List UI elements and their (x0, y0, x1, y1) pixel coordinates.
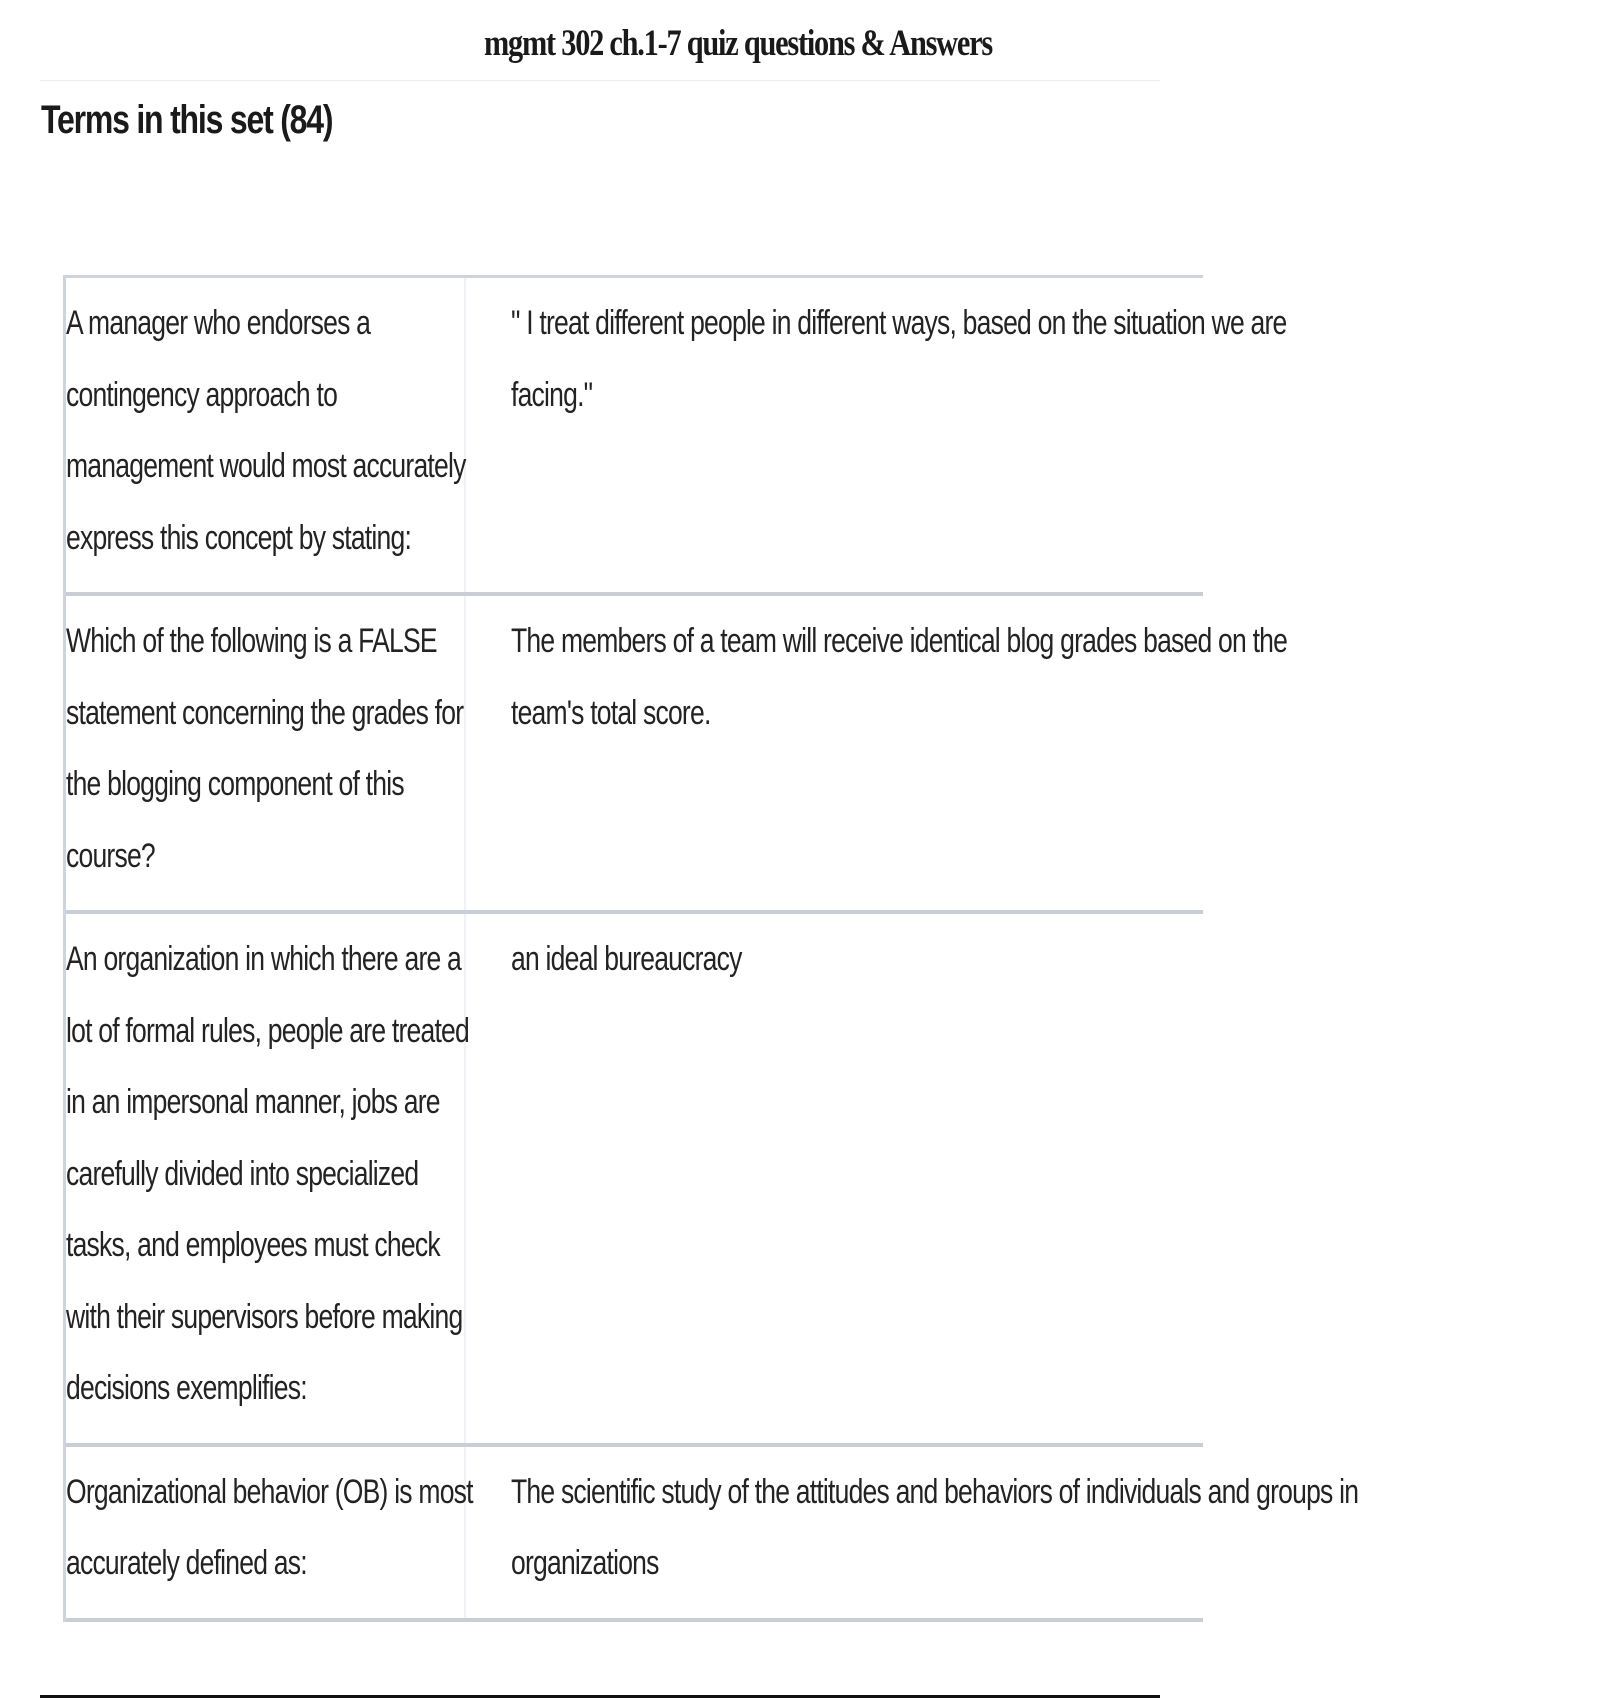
title-divider (40, 80, 1160, 81)
definition-cell (466, 914, 1606, 1443)
term-row (66, 1447, 1359, 1622)
term-cell (66, 278, 466, 592)
term-cell (66, 914, 469, 1443)
document-title: mgmt 302 ch.1-7 quiz questions & Answers (484, 23, 992, 64)
term-text: Organizational behavior (OB) is most accurately defined as: (66, 1472, 473, 1582)
term-cell (66, 596, 466, 910)
definition-text: The scientific study of the attitudes and behaviors of individuals and groups in organizations (511, 1472, 1359, 1582)
term-row (66, 596, 1288, 914)
term-cell (66, 1447, 473, 1618)
terms-count-heading: Terms in this set (84) (41, 98, 333, 142)
definition-text: The members of a team will receive identical blog grades based on the team's total score. (511, 622, 1288, 732)
bottom-divider (40, 1695, 1160, 1698)
term-row (66, 278, 1287, 596)
definition-text: an ideal bureaucracy (511, 940, 742, 978)
definition-cell (466, 596, 1606, 910)
term-row (66, 914, 1203, 1447)
definition-text: " I treat different people in different ways, based on the situation we are facing." (511, 304, 1287, 414)
term-text: A manager who endorses a contingency approach to management would most accurately express this concept by stating: (66, 304, 466, 557)
definition-cell (466, 278, 1606, 592)
term-text: Which of the following is a FALSE statement concerning the grades for the blogging component of this course? (66, 622, 464, 875)
term-text: An organization in which there are a lot of formal rules, people are treated in an impersonal manner, jobs are carefully divided into specialized tasks, and employees must check with their supervisors before making decisions exemplifies: (66, 940, 469, 1407)
terms-table (63, 275, 1359, 1622)
definition-cell (466, 1447, 1606, 1618)
